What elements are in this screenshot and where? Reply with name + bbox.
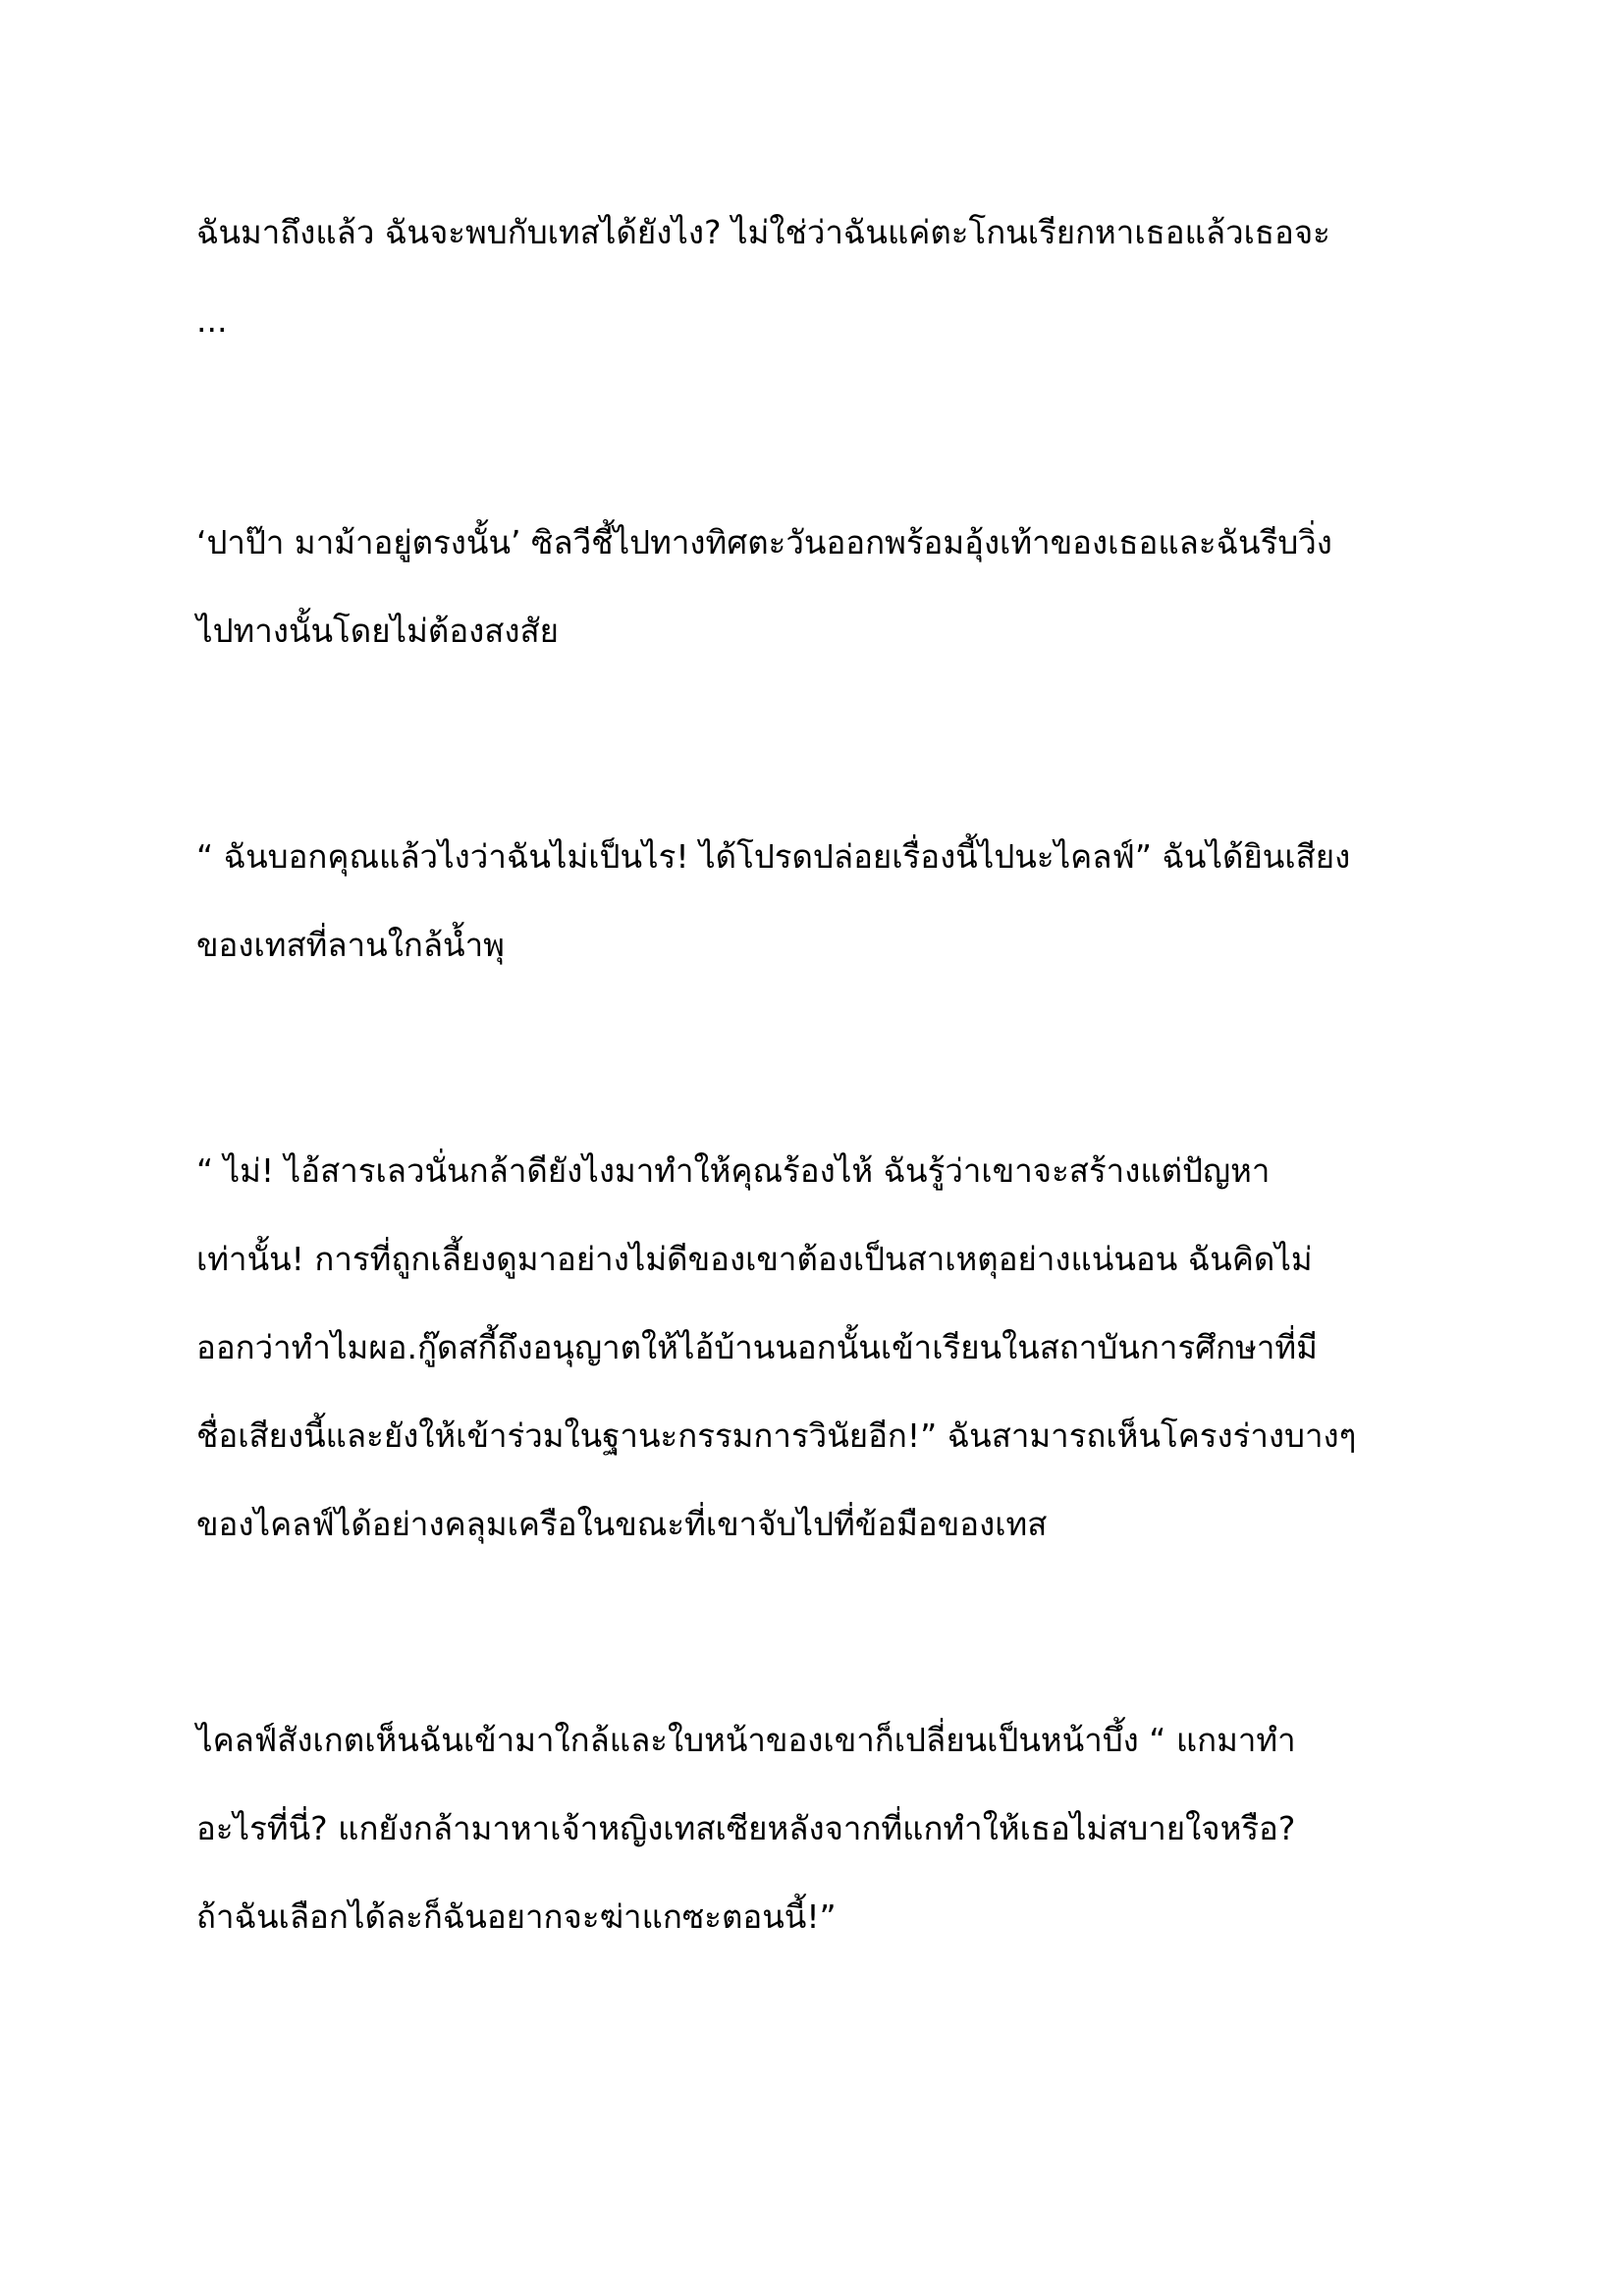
text-line: อะไรที่นี่? แกยังกล้ามาหาเจ้าหญิงเทสเซียหลังจากที่แกทำให้เธอไม่สบายใจหรือ? (196, 1809, 1296, 1847)
paragraph-1 (196, 188, 1434, 365)
text-line: ไปทางนั้นโดยไม่ต้องสงสัย (196, 612, 559, 650)
text-line: ของไคลฟ์ได้อย่างคลุมเครือในขณะที่เขาจับไปที่ข้อมือของเทส (196, 1505, 1048, 1543)
text-line: ... (196, 301, 228, 340)
text-line: “ ไม่! ไอ้สารเลวนั่นกล้าดียังไงมาทำให้คุณร้องไห้ ฉันรู้ว่าเขาจะสร้างแต่ปัญหา (196, 1151, 1271, 1190)
text-line: ออกว่าทำไมผอ.กู๊ดสกี้ถึงอนุญาตให้ไอ้บ้านนอกนั้นเข้าเรียนในสถาบันการศึกษาที่มี (196, 1328, 1318, 1366)
text-line: ฉันมาถึงแล้ว ฉันจะพบกับเทสได้ยังไง? ไม่ใช่ว่าฉันแค่ตะโกนเรียกหาเธอแล้วเธอจะ (196, 213, 1330, 251)
paragraph-4 (196, 1127, 1434, 1569)
text-line: ของเทสที่ลานใกล้น้ำพุ (196, 926, 505, 964)
text-line: ไคลฟ์สังเกตเห็นฉันเข้ามาใกล้และใบหน้าของเขาก็เปลี่ยนเป็นหน้าบึ้ง “ แกมาทำ (196, 1721, 1296, 1759)
text-line: “ ฉันบอกคุณแล้วไงว่าฉันไม่เป็นไร! ได้โปรดปล่อยเรื่องนี้ไปนะไคลฟ์” ฉันได้ยินเสียง (196, 837, 1351, 876)
text-line: ชื่อเสียงนี้และยังให้เข้าร่วมในฐานะกรรมการวินัยอีก!” ฉันสามารถเห็นโครงร่างบางๆ (196, 1416, 1357, 1455)
text-line: เท่านั้น! การที่ถูกเลี้ยงดูมาอย่างไม่ดีของเขาต้องเป็นสาเหตุอย่างแน่นอน ฉันคิดไม่ (196, 1240, 1313, 1278)
text-line: ถ้าฉันเลือกได้ละก็ฉันอยากจะฆ่าแกซะตอนนี้!” (196, 1897, 837, 1936)
paragraph-5 (196, 1696, 1434, 1961)
paragraph-3 (196, 813, 1434, 989)
text-line: ‘ปาป๊า มาม้าอยู่ตรงนั้น’ ซิลวีชี้ไปทางทิศตะวันออกพร้อมอุ้งเท้าของเธอและฉันรีบวิ่ง (196, 523, 1332, 561)
paragraph-2 (196, 499, 1434, 675)
